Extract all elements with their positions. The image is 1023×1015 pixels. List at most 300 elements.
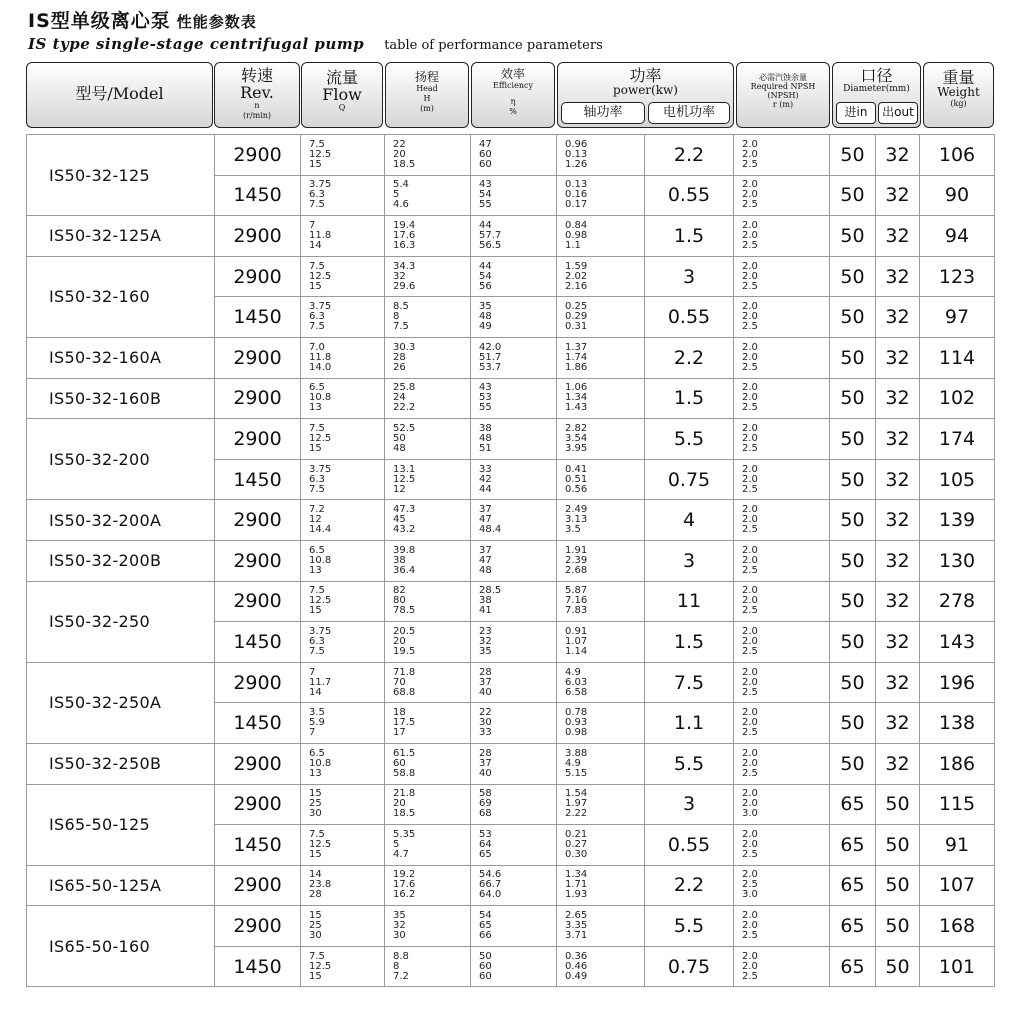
eff-cell-value: 54 [479,910,492,922]
eff-cell-value: 56.5 [479,239,502,251]
flow-cell-value: 12 [309,514,322,526]
flow-cell-value: 6.3 [309,311,325,323]
head-cell-value: 18 [393,707,406,719]
flow-cell-value: 10.8 [309,554,332,566]
header-dia-in: 进in [836,102,876,124]
eff-cell-value: 60 [479,960,492,972]
npsh-cell [734,743,830,784]
header-npsh-unit: r (m) [772,100,794,109]
header-eff [471,62,555,128]
shaft-power-cell-value: 2.02 [565,270,588,282]
header-npsh [736,62,830,128]
shaft-power-cell-value: 0.41 [565,463,588,475]
motor-power-cell: 2.2 [645,135,734,176]
shaft-power-cell-value: 0.49 [565,970,588,982]
head-cell-value: 4.7 [393,848,409,860]
header-motor-power: 电机功率 [648,102,730,124]
table-row [27,337,995,378]
diameter-out-cell: 32 [876,581,920,622]
head-cell-value: 20 [393,148,406,160]
motor-power-cell: 2.2 [645,337,734,378]
rev-cell: 2900 [215,378,301,419]
head-cell-value: 19.2 [393,869,416,881]
npsh-cell-value: 2.0 [742,666,758,678]
weight-cell: 107 [920,865,995,906]
model-cell: IS65-50-125 [27,784,215,865]
head-cell-value: 60 [393,757,406,769]
weight-cell: 115 [920,784,995,825]
flow-cell-value: 15 [309,605,322,617]
npsh-cell-value: 2.0 [742,869,758,881]
flow-cell-value: 13 [309,402,322,414]
flow-cell-value: 11.7 [309,676,332,688]
header-power-en: power(kw) [613,83,678,97]
npsh-cell-value: 2.0 [742,392,758,404]
head-cell-value: 19.4 [393,219,416,231]
eff-cell-value: 33 [479,727,492,739]
flow-cell-value: 3.75 [309,625,332,637]
shaft-power-cell-value: 1.93 [565,889,588,901]
eff-cell [471,378,557,419]
flow-cell-value: 6.3 [309,473,325,485]
shaft-power-cell-value: 1.34 [565,869,588,881]
eff-cell-value: 53 [479,828,492,840]
head-cell-value: 70 [393,676,406,688]
head-cell-value: 7.2 [393,970,409,982]
rev-cell: 2900 [215,865,301,906]
head-cell [385,825,471,866]
npsh-cell-value: 2.0 [742,707,758,719]
weight-cell: 123 [920,256,995,297]
motor-power-cell: 5.5 [645,419,734,460]
npsh-cell-value: 2.0 [742,382,758,394]
diameter-out-cell: 50 [876,825,920,866]
diameter-in-cell: 50 [830,216,876,257]
shaft-power-cell-value: 1.91 [565,544,588,556]
flow-cell [301,175,385,216]
motor-power-cell: 0.75 [645,459,734,500]
header-weight-cn: 重量 [942,68,975,87]
npsh-cell-value: 2.0 [742,514,758,526]
eff-cell-value: 64.0 [479,889,502,901]
eff-cell-value: 53 [479,392,492,404]
head-cell-value: 17.6 [393,229,416,241]
diameter-out-cell: 32 [876,256,920,297]
header-power-cn: 功率 [629,66,662,85]
table-row [27,581,995,622]
flow-cell-value: 23.8 [309,879,332,891]
shaft-power-cell-value: 3.13 [565,514,588,526]
head-cell-value: 78.5 [393,605,416,617]
eff-cell-value: 22 [479,707,492,719]
header-diameter [832,62,921,128]
shaft-power-cell-value: 4.9 [565,666,581,678]
shaft-power-cell [557,906,645,947]
motor-power-cell: 0.55 [645,825,734,866]
motor-power-cell: 7.5 [645,662,734,703]
flow-cell-value: 30 [309,808,322,820]
npsh-cell-value: 2.0 [742,301,758,313]
npsh-cell-value: 2.0 [742,463,758,475]
npsh-cell [734,540,830,581]
header-flow [301,62,383,128]
header-npsh-sym: (NPSH) [767,91,799,100]
shaft-power-cell-value: 0.31 [565,321,588,333]
head-cell-value: 68.8 [393,686,416,698]
eff-cell-value: 58 [479,788,492,800]
diameter-out-cell: 32 [876,622,920,663]
diameter-in-cell: 50 [830,459,876,500]
performance-table-body [27,135,995,987]
header-dia-out: 出out [878,102,918,124]
eff-cell-value: 38 [479,422,492,434]
diameter-in-cell: 65 [830,865,876,906]
header-rev-en: Rev. [240,83,274,102]
npsh-cell-value: 2.5 [742,970,758,982]
flow-cell-value: 13 [309,564,322,576]
flow-cell-value: 14 [309,686,322,698]
rev-cell: 1450 [215,459,301,500]
npsh-cell [734,419,830,460]
eff-cell-value: 37 [479,757,492,769]
header-dia-en: Diameter(mm) [843,84,910,94]
table-row [27,865,995,906]
shaft-power-cell [557,175,645,216]
shaft-power-cell [557,297,645,338]
model-cell: IS50-32-160A [27,337,215,378]
head-cell-value: 61.5 [393,747,416,759]
npsh-cell-value: 2.0 [742,747,758,759]
npsh-cell [734,378,830,419]
title-cn-main: IS型单级离心泵 [28,10,171,32]
shaft-power-cell-value: 0.91 [565,625,588,637]
eff-cell [471,419,557,460]
npsh-cell-value: 2.5 [742,727,758,739]
shaft-power-cell-value: 1.54 [565,788,588,800]
shaft-power-cell-value: 1.14 [565,645,588,657]
shaft-power-cell-value: 1.59 [565,260,588,272]
shaft-power-cell-value: 2.22 [565,808,588,820]
head-cell-value: 8.8 [393,950,409,962]
shaft-power-cell [557,825,645,866]
motor-power-cell: 4 [645,500,734,541]
head-cell-value: 12 [393,483,406,495]
diameter-out-cell: 32 [876,337,920,378]
rev-cell: 2900 [215,419,301,460]
eff-cell-value: 37 [479,676,492,688]
head-cell-value: 8 [393,311,400,323]
shaft-power-cell-value: 6.58 [565,686,588,698]
head-cell [385,906,471,947]
eff-cell [471,256,557,297]
head-cell-value: 21.8 [393,788,416,800]
shaft-power-cell [557,540,645,581]
diameter-out-cell: 32 [876,378,920,419]
eff-cell-value: 65 [479,848,492,860]
rev-cell: 2900 [215,906,301,947]
header-model [26,62,213,128]
npsh-cell-value: 2.5 [742,199,758,211]
weight-cell: 114 [920,337,995,378]
model-cell: IS65-50-125A [27,865,215,906]
flow-cell-value: 6.5 [309,382,325,394]
eff-cell-value: 55 [479,199,492,211]
flow-cell-value: 10.8 [309,392,332,404]
header-rev-sym: n [254,101,260,110]
head-cell [385,865,471,906]
head-cell-value: 5.4 [393,179,409,191]
flow-cell [301,337,385,378]
model-cell: IS50-32-250 [27,581,215,662]
eff-cell-value: 35 [479,301,492,313]
head-cell [385,337,471,378]
head-cell-value: 16.3 [393,239,416,251]
header-power [557,62,734,128]
flow-cell [301,378,385,419]
motor-power-cell: 1.5 [645,378,734,419]
eff-cell-value: 54 [479,189,492,201]
head-cell-value: 18.5 [393,808,416,820]
eff-cell-value: 30 [479,717,492,729]
header-rev [214,62,300,128]
shaft-power-cell-value: 0.16 [565,189,588,201]
flow-cell [301,135,385,176]
head-cell-value: 18.5 [393,158,416,170]
rev-cell: 1450 [215,175,301,216]
eff-cell-value: 64 [479,838,492,850]
flow-cell [301,581,385,622]
npsh-cell-value: 2.0 [742,544,758,556]
flow-cell-value: 12.5 [309,838,332,850]
shaft-power-cell-value: 0.17 [565,199,588,211]
model-cell: IS50-32-200B [27,540,215,581]
shaft-power-cell-value: 0.36 [565,950,588,962]
npsh-cell-value: 2.5 [742,930,758,942]
shaft-power-cell-value: 1.06 [565,382,588,394]
diameter-out-cell: 32 [876,662,920,703]
shaft-power-cell-value: 2.16 [565,280,588,292]
shaft-power-cell-value: 2.39 [565,554,588,566]
weight-cell: 278 [920,581,995,622]
weight-cell: 106 [920,135,995,176]
head-cell-value: 5 [393,189,400,201]
shaft-power-cell-value: 0.13 [565,148,588,160]
shaft-power-cell-value: 3.35 [565,920,588,932]
model-cell: IS50-32-125 [27,135,215,216]
table-row [27,906,995,947]
diameter-in-cell: 50 [830,378,876,419]
shaft-power-cell-value: 0.30 [565,848,588,860]
head-cell-value: 28 [393,351,406,363]
head-cell-value: 19.5 [393,645,416,657]
shaft-power-cell-value: 0.46 [565,960,588,972]
page-subtitle [28,35,603,53]
table-row [27,540,995,581]
eff-cell-value: 42.0 [479,341,502,353]
head-cell-value: 20 [393,635,406,647]
eff-cell-value: 68 [479,808,492,820]
flow-cell-value: 25 [309,920,322,932]
eff-cell [471,581,557,622]
eff-cell [471,622,557,663]
rev-cell: 2900 [215,337,301,378]
shaft-power-cell-value: 1.37 [565,341,588,353]
npsh-cell-value: 2.5 [742,879,758,891]
npsh-cell-value: 2.0 [742,148,758,160]
eff-cell-value: 53.7 [479,361,502,373]
model-cell: IS50-32-250B [27,743,215,784]
header-npsh-cn: 必需汽蚀余量 [759,73,807,82]
head-cell-value: 36.4 [393,564,416,576]
head-cell-value: 13.1 [393,463,416,475]
shaft-power-cell-value: 1.26 [565,158,588,170]
flow-cell-value: 15 [309,158,322,170]
shaft-power-cell [557,703,645,744]
flow-cell [301,703,385,744]
flow-cell-value: 3.5 [309,707,325,719]
weight-cell: 130 [920,540,995,581]
flow-cell [301,622,385,663]
flow-cell-value: 6.3 [309,635,325,647]
head-cell-value: 52.5 [393,422,416,434]
shaft-power-cell [557,622,645,663]
eff-cell-value: 57.7 [479,229,502,241]
flow-cell-value: 14.0 [309,361,332,373]
shaft-power-cell-value: 0.96 [565,138,588,150]
diameter-out-cell: 32 [876,297,920,338]
eff-cell-value: 43 [479,382,492,394]
head-cell-value: 29.6 [393,280,416,292]
head-cell-value: 38 [393,554,406,566]
header-flow-sym: Q [338,103,346,112]
flow-cell-value: 7.5 [309,199,325,211]
flow-cell-value: 15 [309,848,322,860]
npsh-cell-value: 2.0 [742,311,758,323]
motor-power-cell: 1.5 [645,622,734,663]
weight-cell: 138 [920,703,995,744]
eff-cell-value: 41 [479,605,492,617]
head-cell-value: 39.8 [393,544,416,556]
eff-cell-value: 51 [479,442,492,454]
flow-cell [301,459,385,500]
npsh-cell-value: 2.5 [742,239,758,251]
motor-power-cell: 11 [645,581,734,622]
head-cell [385,459,471,500]
flow-cell-value: 15 [309,910,322,922]
flow-cell [301,784,385,825]
header-model-label: 型号/Model [75,84,164,103]
flow-cell-value: 10.8 [309,757,332,769]
eff-cell-value: 28.5 [479,585,502,597]
shaft-power-cell-value: 0.93 [565,717,588,729]
shaft-power-cell-value: 1.74 [565,351,588,363]
eff-cell-value: 28 [479,747,492,759]
diameter-in-cell: 50 [830,256,876,297]
flow-cell-value: 7.5 [309,321,325,333]
eff-cell [471,703,557,744]
npsh-cell-value: 3.0 [742,889,758,901]
title-en-main: IS type single-stage centrifugal pump [28,35,365,53]
flow-cell-value: 7 [309,666,316,678]
header-npsh-en: Required NPSH [750,82,816,91]
eff-cell-value: 60 [479,148,492,160]
shaft-power-cell-value: 1.1 [565,239,581,251]
diameter-out-cell: 50 [876,865,920,906]
head-cell [385,946,471,987]
shaft-power-cell [557,662,645,703]
head-cell-value: 45 [393,514,406,526]
title-cn-sub: 性能参数表 [176,13,257,31]
shaft-power-cell-value: 7.83 [565,605,588,617]
head-cell-value: 24 [393,392,406,404]
motor-power-cell: 3 [645,256,734,297]
diameter-in-cell: 50 [830,743,876,784]
eff-cell-value: 49 [479,321,492,333]
shaft-power-cell-value: 0.98 [565,229,588,241]
npsh-cell [734,865,830,906]
flow-cell [301,662,385,703]
npsh-cell [734,946,830,987]
flow-cell-value: 15 [309,280,322,292]
eff-cell-value: 43 [479,179,492,191]
npsh-cell [734,622,830,663]
head-cell-value: 17 [393,727,406,739]
table-row [27,256,995,297]
eff-cell-value: 55 [479,402,492,414]
npsh-cell-value: 2.5 [742,524,758,536]
rev-cell: 2900 [215,500,301,541]
head-cell-value: 8 [393,960,400,972]
head-cell-value: 30 [393,930,406,942]
weight-cell: 94 [920,216,995,257]
head-cell-value: 34.3 [393,260,416,272]
shaft-power-cell-value: 1.97 [565,798,588,810]
npsh-cell-value: 2.0 [742,270,758,282]
npsh-cell-value: 2.5 [742,767,758,779]
flow-cell-value: 7.5 [309,138,325,150]
eff-cell-value: 48 [479,564,492,576]
shaft-power-cell [557,419,645,460]
table-row [27,378,995,419]
header-head-en: Head [416,84,438,93]
weight-cell: 101 [920,946,995,987]
eff-cell-value: 47 [479,138,492,150]
header-eff-unit: % [509,107,517,116]
eff-cell [471,784,557,825]
flow-cell [301,216,385,257]
weight-cell: 105 [920,459,995,500]
table-row [27,500,995,541]
weight-cell: 102 [920,378,995,419]
flow-cell-value: 25 [309,798,322,810]
eff-cell [471,743,557,784]
shaft-power-cell-value: 0.78 [565,707,588,719]
weight-cell: 186 [920,743,995,784]
motor-power-cell: 3 [645,784,734,825]
header-head-unit: (m) [420,104,434,113]
flow-cell [301,419,385,460]
weight-cell: 91 [920,825,995,866]
diameter-in-cell: 50 [830,703,876,744]
npsh-cell-value: 2.0 [742,341,758,353]
eff-cell-value: 33 [479,463,492,475]
flow-cell-value: 12.5 [309,270,332,282]
table-row [27,419,995,460]
npsh-cell [734,337,830,378]
flow-cell-value: 7.5 [309,422,325,434]
shaft-power-cell [557,784,645,825]
shaft-power-cell-value: 3.95 [565,442,588,454]
